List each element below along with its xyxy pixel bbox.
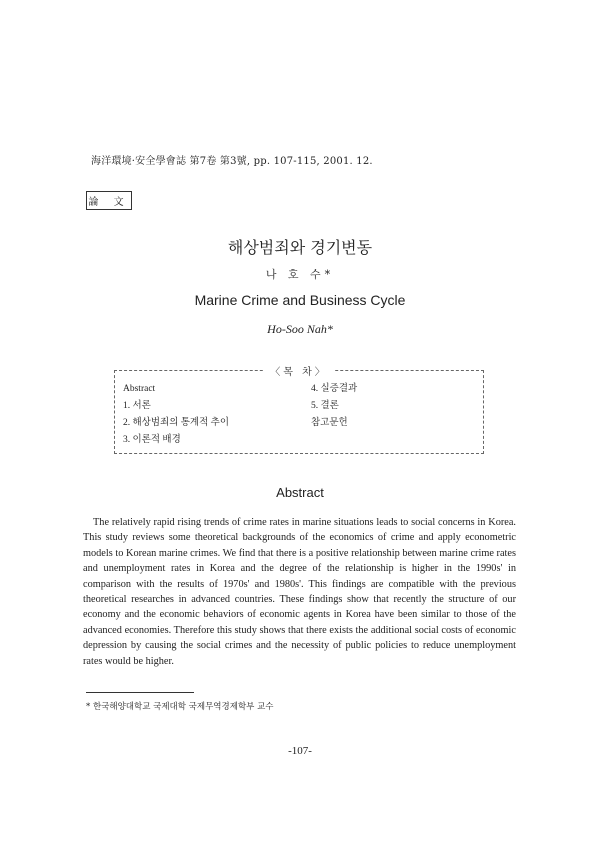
toc-item: 3. 이론적 배경 (123, 435, 181, 445)
toc-heading (115, 363, 483, 378)
toc-item: 참고문헌 (311, 418, 348, 428)
title-korean: 해상범죄와 경기변동 (227, 238, 373, 257)
journal-citation: 海洋環境·安全學會誌 第7卷 第3號, pp. 107-115, 2001. 12. (91, 156, 373, 167)
title-english: Marine Crime and Business Cycle (194, 292, 406, 308)
toc-heading-label: 〈목 차〉 (264, 367, 334, 378)
author-english: Ho-Soo Nah* (267, 322, 333, 336)
toc-item: 5. 결론 (311, 401, 339, 411)
abstract-heading: Abstract (276, 485, 324, 500)
footnote: * 한국해양대학교 국제대학 국제무역경제학부 교수 (86, 702, 274, 712)
page-number: -107- (288, 745, 312, 757)
toc-right-column (311, 381, 357, 432)
toc-item: 1. 서론 (123, 401, 151, 411)
footnote-divider (86, 692, 194, 693)
toc-item: Abstract (123, 384, 156, 394)
category-box: 論 文 (86, 191, 132, 210)
table-of-contents (114, 367, 484, 454)
abstract-body: The relatively rapid rising trends of crime rates in marine situations leads to social concerns in Korea. This study reviews some theoretical backgrounds of the economics of crime and apply econometric models to Korean marine crimes. We find that there is a positive relationship between marine crime rates and unemployment rates in Korea and the degree of the relationship is higher in the 1990s' in comparison with the results of 1970s' and 1980s'. This findings are compatible with the previous theoretical researches in advanced countries. These findings show that recently the structure of our economy and the economic behaviors of economic agents in Korea have been similar to those of the advanced economies. Therefore this study shows that there exists the additional social costs of economic depression by causing the social crimes and the necessity of public policies to reduce unemployment rates would be higher. (83, 517, 516, 667)
toc-left-column (123, 381, 229, 449)
toc-item: 4. 실증결과 (311, 384, 358, 394)
toc-item: 2. 해상범죄의 통계적 추이 (123, 418, 230, 428)
author-korean: 나 호 수* (265, 268, 335, 281)
